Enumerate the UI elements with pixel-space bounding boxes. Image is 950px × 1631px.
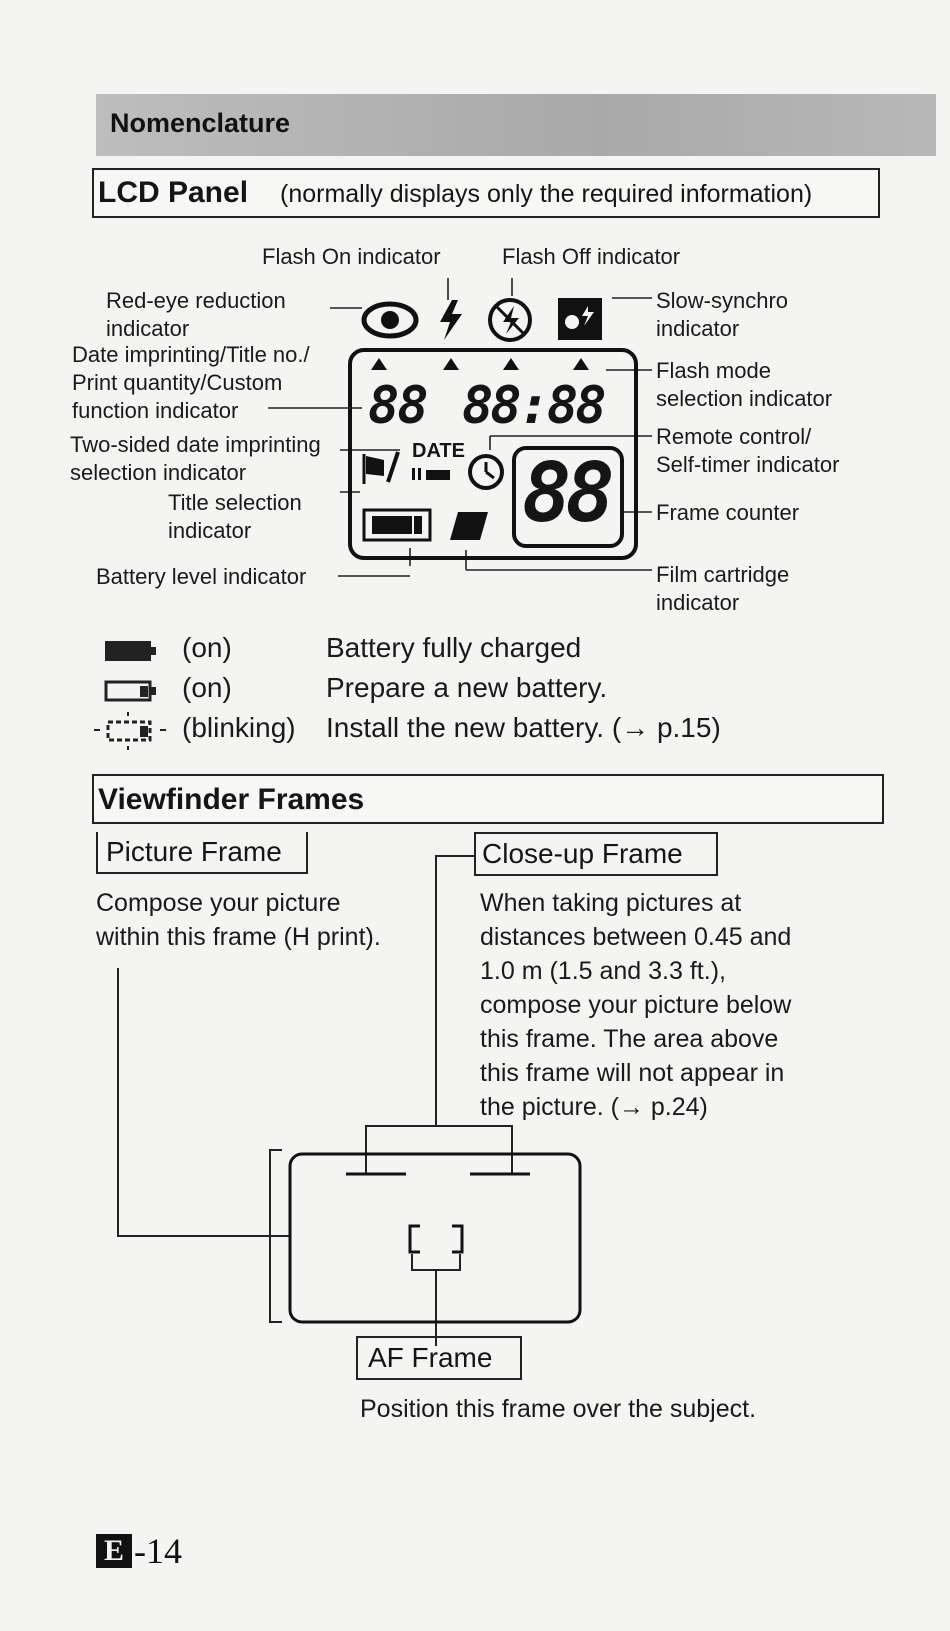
closeup-frame-text-5: this frame. The area above <box>480 1025 779 1053</box>
label-red-eye-1: Red-eye reduction <box>106 288 286 313</box>
closeup-frame-text-4: compose your picture below <box>480 991 792 1019</box>
label-flash-off: Flash Off indicator <box>502 244 681 269</box>
battery-low-icon <box>106 682 156 700</box>
flash-mode-arrows <box>371 358 589 370</box>
af-frame-text: Position this frame over the subject. <box>360 1395 757 1423</box>
closeup-frame-label: Close-up Frame <box>482 838 683 869</box>
label-date-imprint-1: Date imprinting/Title no./ <box>72 342 310 367</box>
af-frame-brackets <box>410 1226 462 1252</box>
label-flash-mode-2: selection indicator <box>656 386 833 411</box>
closeup-frame-text-6: this frame will not appear in <box>480 1059 785 1087</box>
battery-legend-state-3: (blinking) <box>182 712 296 743</box>
battery-full-icon <box>106 642 156 660</box>
label-date-imprint-3: function indicator <box>72 398 239 423</box>
label-title-selection-2: indicator <box>168 518 252 543</box>
picture-frame-text-2: within this frame (H print). <box>96 923 381 951</box>
page-number: -14 <box>134 1531 182 1571</box>
label-date-imprint-2: Print quantity/Custom <box>72 370 283 395</box>
viewfinder-title-box <box>92 774 884 824</box>
lcd-time-digits: 88:88 <box>462 376 604 436</box>
label-remote-2: Self-timer indicator <box>656 452 840 477</box>
battery-legend-text-1: Battery fully charged <box>326 632 582 663</box>
lcd-panel-subtitle: (normally displays only the required information) <box>280 180 813 208</box>
picture-frame-label: Picture Frame <box>106 836 282 867</box>
closeup-frame-label-box <box>474 832 718 876</box>
picture-frame-text-1: Compose your picture <box>96 889 341 917</box>
frame-counter-digits: 88 <box>522 446 609 541</box>
label-film-cartridge-1: Film cartridge <box>656 562 790 587</box>
film-cartridge-icon <box>450 512 488 540</box>
section-title: Nomenclature <box>110 108 291 138</box>
closeup-frame-text-3: 1.0 m (1.5 and 3.3 ft.), <box>480 957 726 985</box>
self-timer-icon <box>470 456 502 488</box>
battery-legend-state-1: (on) <box>182 632 232 663</box>
battery-legend-state-2: (on) <box>182 672 232 703</box>
flash-on-icon <box>440 300 462 340</box>
label-two-sided-2: selection indicator <box>70 460 247 485</box>
page-letter: E <box>103 1534 124 1567</box>
battery-legend-text-3: Install the new battery. (→ p.15) <box>326 712 721 743</box>
af-frame-label-box <box>356 1336 522 1380</box>
label-two-sided-1: Two-sided date imprinting <box>70 432 321 457</box>
label-slow-synchro-1: Slow-synchro <box>656 288 789 313</box>
closeup-frame-text-1: When taking pictures at <box>480 889 742 917</box>
battery-level-icon <box>364 510 430 540</box>
battery-legend-text-2: Prepare a new battery. <box>326 672 608 703</box>
picture-frame-label-box <box>96 832 308 874</box>
red-eye-icon <box>364 304 416 336</box>
label-title-selection-1: Title selection <box>168 490 302 515</box>
lcd-panel-title: LCD Panel <box>98 176 249 209</box>
label-slow-synchro-2: indicator <box>656 316 740 341</box>
battery-blinking-icon <box>94 712 166 750</box>
lcd-date-word: DATE <box>412 440 465 462</box>
closeup-frame-text-2: distances between 0.45 and <box>480 923 792 951</box>
two-sided-indicator <box>412 468 450 480</box>
label-flash-mode-1: Flash mode <box>656 358 771 383</box>
label-frame-counter: Frame counter <box>656 500 800 525</box>
viewfinder-title: Viewfinder Frames <box>98 783 365 816</box>
closeup-frame-text-7: the picture. (→ p.24) <box>480 1093 708 1121</box>
label-film-cartridge-2: indicator <box>656 590 740 615</box>
label-battery-level: Battery level indicator <box>96 564 307 589</box>
af-frame-label: AF Frame <box>368 1342 493 1373</box>
flash-off-icon <box>490 300 530 340</box>
lcd-left-digits: 88 <box>368 376 427 436</box>
label-red-eye-2: indicator <box>106 316 190 341</box>
title-selection-icon <box>364 452 398 484</box>
label-flash-on: Flash On indicator <box>262 244 441 269</box>
label-remote-1: Remote control/ <box>656 424 812 449</box>
slow-synchro-icon <box>558 298 602 340</box>
